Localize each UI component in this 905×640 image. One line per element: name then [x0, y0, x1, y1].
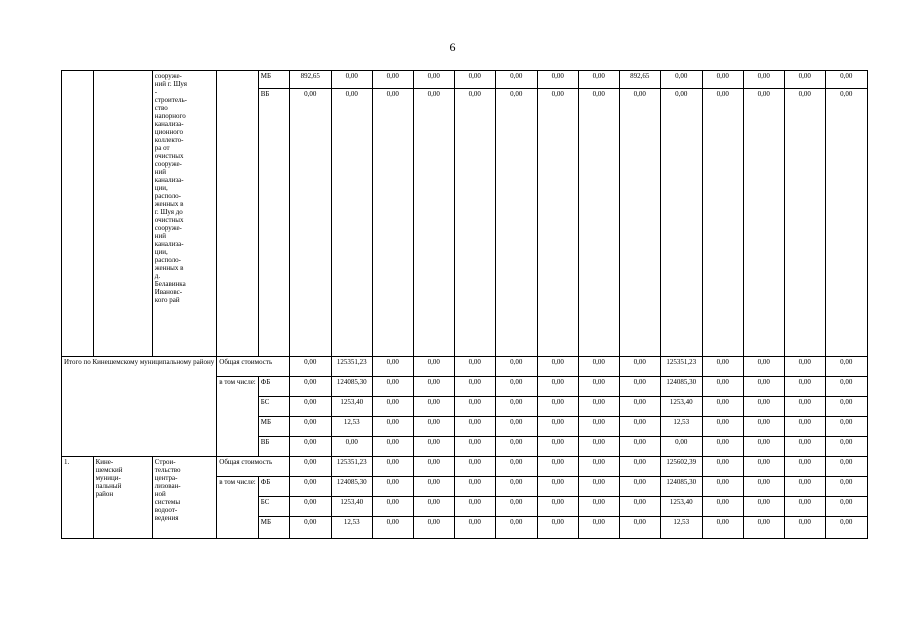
value-cell: 0,00 — [289, 457, 331, 477]
value-cell: 12,53 — [331, 417, 372, 437]
fund-code-cell: БС — [258, 397, 289, 417]
value-cell: 124085,30 — [331, 477, 372, 497]
value-cell: 0,00 — [537, 477, 578, 497]
value-cell: 0,00 — [372, 417, 413, 437]
fund-code-cell: МБ — [258, 417, 289, 437]
value-cell: 0,00 — [825, 477, 867, 497]
value-cell: 0,00 — [537, 89, 578, 357]
fund-code-cell: МБ — [258, 517, 289, 539]
value-cell: 0,00 — [619, 397, 660, 417]
value-cell: 0,00 — [537, 457, 578, 477]
value-cell: 0,00 — [454, 477, 495, 497]
value-cell: 0,00 — [578, 89, 619, 357]
value-cell: 1253,40 — [331, 397, 372, 417]
value-cell: 0,00 — [702, 497, 743, 517]
value-cell: 0,00 — [372, 89, 413, 357]
value-cell: 0,00 — [495, 377, 537, 397]
value-cell: 0,00 — [825, 357, 867, 377]
value-cell: 0,00 — [619, 457, 660, 477]
value-cell: 0,00 — [495, 71, 537, 89]
municipality-cell: Кине- шемский муници- пальный район — [93, 457, 152, 539]
value-cell: 0,00 — [784, 377, 825, 397]
value-cell: 1253,40 — [660, 397, 702, 417]
value-cell: 0,00 — [289, 89, 331, 357]
value-cell: 0,00 — [372, 377, 413, 397]
value-cell: 0,00 — [578, 497, 619, 517]
value-cell: 0,00 — [454, 71, 495, 89]
value-cell: 0,00 — [825, 397, 867, 417]
value-cell: 0,00 — [784, 457, 825, 477]
value-cell: 0,00 — [372, 71, 413, 89]
value-cell: 0,00 — [495, 497, 537, 517]
value-cell: 0,00 — [743, 89, 784, 357]
value-cell: 0,00 — [743, 377, 784, 397]
value-cell: 0,00 — [702, 377, 743, 397]
fund-code-cell: ФБ — [258, 477, 289, 497]
value-cell: 0,00 — [743, 437, 784, 457]
value-cell: 0,00 — [660, 89, 702, 357]
total-cost-label: Общая стоимость — [217, 457, 290, 477]
value-cell: 0,00 — [619, 417, 660, 437]
value-cell: 0,00 — [454, 437, 495, 457]
value-cell: 0,00 — [578, 71, 619, 89]
value-cell: 0,00 — [578, 437, 619, 457]
value-cell: 0,00 — [578, 517, 619, 539]
value-cell: 0,00 — [743, 457, 784, 477]
value-cell: 0,00 — [413, 89, 454, 357]
value-cell: 0,00 — [660, 437, 702, 457]
value-cell: 0,00 — [495, 437, 537, 457]
value-cell: 0,00 — [537, 377, 578, 397]
value-cell: 0,00 — [413, 397, 454, 417]
value-cell: 0,00 — [454, 357, 495, 377]
value-cell: 0,00 — [702, 397, 743, 417]
fund-code-cell: ФБ — [258, 377, 289, 397]
value-cell: 0,00 — [825, 437, 867, 457]
value-cell: 0,00 — [537, 357, 578, 377]
value-cell: 0,00 — [784, 437, 825, 457]
value-cell: 892,65 — [619, 71, 660, 89]
blank-cell — [217, 71, 259, 357]
value-cell: 0,00 — [495, 477, 537, 497]
value-cell: 0,00 — [578, 377, 619, 397]
value-cell: 0,00 — [413, 477, 454, 497]
total-cost-label: Общая стоимость — [217, 357, 290, 377]
value-cell: 125351,23 — [660, 357, 702, 377]
value-cell: 0,00 — [413, 497, 454, 517]
value-cell: 0,00 — [495, 517, 537, 539]
value-cell: 0,00 — [537, 397, 578, 417]
value-cell: 0,00 — [289, 357, 331, 377]
value-cell: 0,00 — [702, 437, 743, 457]
value-cell: 12,53 — [660, 517, 702, 539]
value-cell: 1253,40 — [331, 497, 372, 517]
value-cell: 124085,30 — [660, 477, 702, 497]
value-cell: 0,00 — [578, 477, 619, 497]
value-cell: 0,00 — [784, 397, 825, 417]
value-cell: 0,00 — [331, 437, 372, 457]
value-cell: 0,00 — [743, 71, 784, 89]
value-cell: 0,00 — [537, 417, 578, 437]
num-cell — [62, 71, 94, 357]
value-cell: 0,00 — [619, 377, 660, 397]
value-cell: 0,00 — [537, 71, 578, 89]
value-cell: 125351,23 — [331, 457, 372, 477]
value-cell: 0,00 — [702, 457, 743, 477]
value-cell: 0,00 — [289, 497, 331, 517]
value-cell: 0,00 — [289, 477, 331, 497]
value-cell: 0,00 — [413, 71, 454, 89]
value-cell: 0,00 — [825, 497, 867, 517]
value-cell: 0,00 — [743, 417, 784, 437]
value-cell: 0,00 — [372, 517, 413, 539]
fund-code-cell: ВБ — [258, 89, 289, 357]
value-cell: 0,00 — [784, 417, 825, 437]
fund-code-cell: ВБ — [258, 437, 289, 457]
value-cell: 1253,40 — [660, 497, 702, 517]
value-cell: 0,00 — [784, 71, 825, 89]
municipality-cell — [93, 71, 152, 357]
value-cell: 0,00 — [289, 437, 331, 457]
table-row — [62, 71, 868, 89]
value-cell: 0,00 — [825, 89, 867, 357]
value-cell: 0,00 — [289, 397, 331, 417]
value-cell: 0,00 — [702, 477, 743, 497]
value-cell: 0,00 — [578, 417, 619, 437]
value-cell: 0,00 — [413, 437, 454, 457]
value-cell: 0,00 — [495, 357, 537, 377]
value-cell: 0,00 — [372, 457, 413, 477]
value-cell: 0,00 — [619, 357, 660, 377]
value-cell: 0,00 — [454, 457, 495, 477]
value-cell: 0,00 — [413, 517, 454, 539]
budget-table — [61, 70, 868, 539]
incl-label-cell: в том числе: — [217, 477, 259, 539]
value-cell: 0,00 — [702, 357, 743, 377]
value-cell: 0,00 — [702, 417, 743, 437]
value-cell: 0,00 — [289, 517, 331, 539]
value-cell: 124085,30 — [331, 377, 372, 397]
value-cell: 0,00 — [495, 457, 537, 477]
value-cell: 0,00 — [372, 477, 413, 497]
value-cell: 12,53 — [331, 517, 372, 539]
total-label-cell: Итого по Кинешемскому муниципальному району — [62, 357, 217, 457]
value-cell: 0,00 — [784, 357, 825, 377]
value-cell: 0,00 — [495, 397, 537, 417]
table-row — [62, 457, 868, 477]
value-cell: 0,00 — [289, 377, 331, 397]
value-cell: 12,53 — [660, 417, 702, 437]
value-cell: 0,00 — [743, 517, 784, 539]
value-cell: 0,00 — [702, 71, 743, 89]
value-cell: 0,00 — [413, 457, 454, 477]
value-cell: 125351,23 — [331, 357, 372, 377]
value-cell: 0,00 — [454, 89, 495, 357]
value-cell: 0,00 — [784, 517, 825, 539]
value-cell: 0,00 — [372, 397, 413, 417]
value-cell: 0,00 — [784, 89, 825, 357]
value-cell: 0,00 — [660, 71, 702, 89]
value-cell: 0,00 — [454, 377, 495, 397]
fund-code-cell: БС — [258, 497, 289, 517]
value-cell: 0,00 — [784, 497, 825, 517]
value-cell: 0,00 — [454, 497, 495, 517]
value-cell: 0,00 — [537, 497, 578, 517]
page-number: 6 — [449, 40, 456, 54]
value-cell: 0,00 — [619, 437, 660, 457]
value-cell: 0,00 — [495, 89, 537, 357]
value-cell: 0,00 — [413, 377, 454, 397]
value-cell: 0,00 — [537, 517, 578, 539]
value-cell: 0,00 — [743, 397, 784, 417]
value-cell: 0,00 — [619, 497, 660, 517]
value-cell: 0,00 — [413, 357, 454, 377]
value-cell: 0,00 — [784, 477, 825, 497]
value-cell: 0,00 — [578, 357, 619, 377]
value-cell: 0,00 — [578, 397, 619, 417]
value-cell: 0,00 — [825, 417, 867, 437]
value-cell: 0,00 — [743, 477, 784, 497]
value-cell: 0,00 — [619, 517, 660, 539]
value-cell: 0,00 — [743, 357, 784, 377]
value-cell: 0,00 — [537, 437, 578, 457]
value-cell: 0,00 — [825, 457, 867, 477]
value-cell: 0,00 — [454, 417, 495, 437]
value-cell: 892,65 — [289, 71, 331, 89]
value-cell: 0,00 — [331, 89, 372, 357]
value-cell: 0,00 — [289, 417, 331, 437]
value-cell: 0,00 — [372, 437, 413, 457]
value-cell: 0,00 — [702, 517, 743, 539]
value-cell: 0,00 — [743, 497, 784, 517]
item-number-cell: 1. — [62, 457, 94, 539]
value-cell: 0,00 — [619, 89, 660, 357]
value-cell: 0,00 — [331, 71, 372, 89]
object-name-cell: Строи- тельство центра- лизован- ной системы водоот- ведения — [152, 457, 216, 539]
value-cell: 124085,30 — [660, 377, 702, 397]
fund-code-cell: МБ — [258, 71, 289, 89]
incl-label-cell: в том числе: — [217, 377, 259, 457]
value-cell: 0,00 — [372, 497, 413, 517]
value-cell: 0,00 — [825, 71, 867, 89]
table-row — [62, 357, 868, 377]
value-cell: 0,00 — [578, 457, 619, 477]
value-cell: 0,00 — [495, 417, 537, 437]
value-cell: 0,00 — [702, 89, 743, 357]
value-cell: 0,00 — [454, 517, 495, 539]
value-cell: 0,00 — [454, 397, 495, 417]
value-cell: 0,00 — [619, 477, 660, 497]
object-name-cell: сооруже- ний г. Шуя - строитель- ство напорного канализа- ционного коллекто- ра от очистных сооруже- ний канализа- ции, располо- женных в г. Шуя до очистных сооруже- ний канализа- ции, располо- женных в д. Белавинка Ивановс- кого рай — [152, 71, 216, 357]
value-cell: 0,00 — [825, 377, 867, 397]
value-cell: 0,00 — [413, 417, 454, 437]
value-cell: 0,00 — [825, 517, 867, 539]
value-cell: 125602,39 — [660, 457, 702, 477]
value-cell: 0,00 — [372, 357, 413, 377]
